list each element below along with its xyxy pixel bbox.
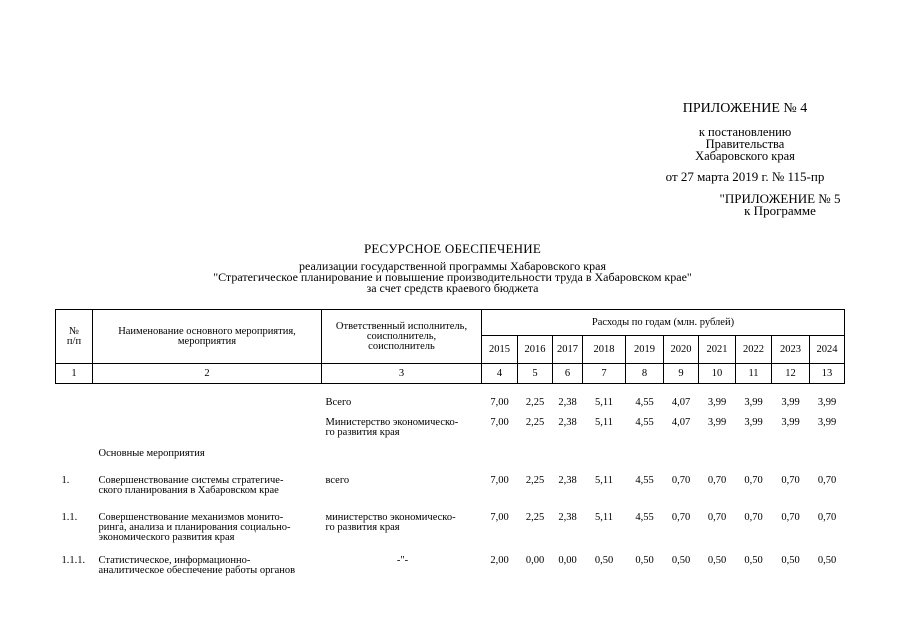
expense-value: 0,50 [744, 554, 763, 566]
executor-line: Министерство экономическо- [325, 416, 459, 428]
expense-value: 4,07 [671, 416, 691, 428]
column-number: 11 [736, 364, 772, 384]
row-number: 1. [61, 474, 70, 486]
subtitle-line: за счет средств краевого бюджета [366, 281, 539, 295]
header-year: 2021 [699, 336, 736, 364]
subtitle-line: "Стратегическое планирование и повышение производительности труда в Хабаровском крае" [213, 270, 692, 284]
expense-value: 2,38 [558, 416, 577, 428]
appendix-4-heading: ПРИЛОЖЕНИЕ № 4 [682, 101, 808, 116]
decree-reference-line: к постановлению [698, 125, 792, 139]
expense-value: 0,00 [558, 554, 577, 566]
header-year: 2016 [518, 336, 553, 364]
expense-value: 2,38 [558, 397, 577, 408]
expense-value: 7,00 [490, 397, 509, 408]
expense-value: 3,99 [744, 416, 763, 428]
header-year: 2022 [736, 336, 772, 364]
expense-value: 5,11 [595, 397, 613, 408]
activity-name-line: Совершенствование системы стратегиче- [98, 474, 284, 486]
expense-value: 2,25 [525, 397, 545, 408]
column-number: 8 [626, 364, 664, 384]
expense-value: 2,00 [490, 554, 509, 566]
expense-value [553, 444, 583, 470]
header-activity-name [93, 310, 322, 364]
expense-value: 0,50 [594, 554, 614, 566]
subtitle-line: реализации государственной программы Хабаровского края [299, 259, 606, 273]
expense-value: 5,11 [595, 474, 613, 486]
header-executor-line: соисполнитель, [366, 330, 437, 342]
row-executor [322, 410, 482, 444]
expense-value [518, 444, 553, 470]
activity-name-line: Совершенствование механизмов монито- [98, 511, 284, 523]
header-number-line: п/п [66, 335, 82, 347]
expense-value: 0,50 [781, 554, 800, 566]
expense-value: 3,99 [781, 416, 800, 428]
expense-value: 3,99 [817, 397, 837, 408]
expense-value: 4,55 [635, 416, 654, 428]
appendix-5-line: к Программе [744, 203, 816, 218]
header-executor-line: Ответственный исполнитель, [335, 320, 468, 332]
column-number: 2 [93, 364, 322, 384]
expense-value: 3,99 [817, 416, 837, 428]
expense-value: 0,70 [817, 474, 837, 486]
expense-value: 5,11 [595, 511, 613, 523]
column-number: 4 [482, 364, 518, 384]
decree-date: от 27 марта 2019 г. № 115-пр [665, 169, 825, 184]
header-activity-line: мероприятия [177, 335, 237, 347]
column-number: 3 [322, 364, 482, 384]
expense-value [664, 444, 699, 470]
expense-value: 7,00 [490, 511, 509, 523]
expense-value: 2,38 [558, 511, 577, 523]
expense-value: 4,55 [635, 397, 654, 408]
header-year: 2019 [626, 336, 664, 364]
expense-value: 0,70 [707, 511, 727, 523]
expense-value: 4,07 [671, 397, 691, 408]
header-number-line: № [68, 325, 80, 337]
row-activity-name [93, 470, 322, 506]
executor-line: -"- [396, 554, 409, 566]
column-number: 6 [553, 364, 583, 384]
decree-reference [640, 126, 850, 162]
document-subtitle [150, 261, 755, 294]
expense-value: 0,50 [671, 554, 691, 566]
expense-value: 7,00 [490, 416, 509, 428]
column-number: 13 [810, 364, 845, 384]
table-row [56, 506, 845, 548]
table-row [56, 444, 845, 470]
expense-value: 2,38 [558, 474, 577, 486]
expense-value: 0,70 [671, 474, 691, 486]
decree-reference-line: Правительства [705, 137, 785, 151]
header-expenses: Расходы по годам (млн. рублей) [482, 310, 845, 336]
header-year: 2024 [810, 336, 845, 364]
expense-value: 0,50 [635, 554, 654, 566]
expense-value: 0,70 [671, 511, 691, 523]
column-number: 7 [583, 364, 626, 384]
row-executor [322, 548, 482, 578]
expense-value [699, 444, 736, 470]
column-number-row [56, 364, 845, 384]
expense-value: 2,25 [525, 474, 545, 486]
expense-value: 5,11 [595, 416, 613, 428]
table-row [56, 384, 845, 410]
row-activity-name [93, 410, 322, 444]
expense-value: 3,99 [781, 397, 800, 408]
expense-value: 2,25 [525, 511, 545, 523]
expense-value [583, 444, 626, 470]
expense-value [810, 444, 845, 470]
activity-name-line: аналитическое обеспечение работы органов [98, 564, 296, 576]
header-year: 2015 [482, 336, 518, 364]
expense-value: 4,55 [635, 474, 654, 486]
activity-name-line: Основные мероприятия [98, 447, 205, 459]
executor-line: министерство экономическо- [325, 511, 456, 523]
row-executor [322, 470, 482, 506]
executor-line: всего [325, 474, 350, 486]
expense-value [736, 444, 772, 470]
row-number: 1.1. [61, 511, 78, 523]
expense-value [626, 444, 664, 470]
expense-value [482, 444, 518, 470]
expense-value: 0,50 [707, 554, 727, 566]
appendix-5-line: "ПРИЛОЖЕНИЕ № 5 [719, 191, 841, 206]
expense-value: 0,70 [744, 474, 763, 486]
table-body [56, 384, 845, 578]
expense-value: 3,99 [707, 416, 727, 428]
table-row [56, 470, 845, 506]
row-number: 1.1.1. [61, 554, 86, 566]
expense-value: 0,70 [781, 474, 800, 486]
expense-value: 0,70 [781, 511, 800, 523]
column-number: 1 [56, 364, 93, 384]
activity-name-line: экономического развития края [98, 531, 235, 543]
header-year: 2018 [583, 336, 626, 364]
row-executor [322, 384, 482, 410]
expense-value: 7,00 [490, 474, 509, 486]
table-row [56, 548, 845, 578]
decree-reference-line: Хабаровского края [695, 149, 795, 163]
executor-line: го развития края [325, 426, 400, 438]
activity-name-line: ского планирования в Хабаровском крае [98, 484, 279, 496]
header-number [56, 310, 93, 364]
executor-line: го развития края [325, 521, 400, 533]
header-year: 2023 [772, 336, 810, 364]
header-activity-line: Наименование основного мероприятия, [118, 325, 296, 337]
document-title: РЕСУРСНОЕ ОБЕСПЕЧЕНИЕ [363, 241, 541, 256]
column-number: 5 [518, 364, 553, 384]
expense-value: 0,70 [817, 511, 837, 523]
expense-value: 4,55 [635, 511, 654, 523]
expense-value: 0,00 [525, 554, 545, 566]
activity-name-line: ринга, анализа и планирования социально- [98, 521, 291, 533]
column-number: 12 [772, 364, 810, 384]
activity-name-line: Статистическое, информационно- [98, 554, 251, 566]
row-activity-name [93, 548, 322, 578]
column-number: 10 [699, 364, 736, 384]
expense-value: 3,99 [744, 397, 763, 408]
expense-value [772, 444, 810, 470]
header-executor [322, 310, 482, 364]
header-year: 2017 [553, 336, 583, 364]
row-number [56, 444, 93, 470]
appendix-5-heading [700, 193, 860, 217]
executor-line: Всего [325, 397, 352, 408]
resource-table [55, 309, 845, 578]
row-executor [322, 444, 482, 470]
column-number: 9 [664, 364, 699, 384]
header-executor-line: соисполнитель [368, 340, 435, 352]
expense-value: 0,70 [744, 511, 763, 523]
expense-value: 0,50 [817, 554, 837, 566]
row-activity-name [93, 384, 322, 410]
table-row [56, 410, 845, 444]
header-year: 2020 [664, 336, 699, 364]
row-executor [322, 506, 482, 548]
expense-value: 0,70 [707, 474, 727, 486]
expense-value: 3,99 [707, 397, 727, 408]
row-number [56, 410, 93, 444]
row-activity-name [93, 444, 322, 470]
row-number [56, 384, 93, 410]
expense-value: 2,25 [525, 416, 545, 428]
row-activity-name [93, 506, 322, 548]
